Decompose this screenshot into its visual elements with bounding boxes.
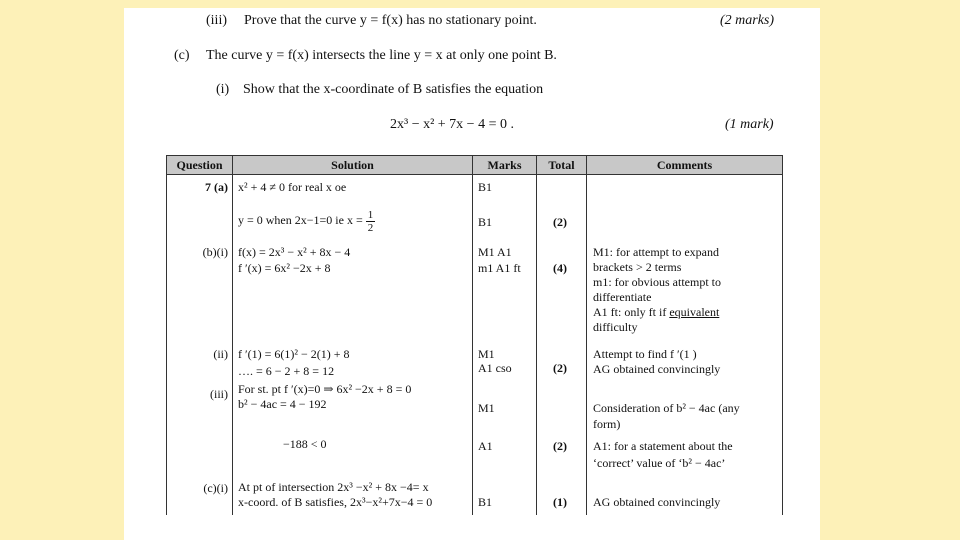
question-c-text: The curve y = f(x) intersects the line y = x at only one point B.: [206, 48, 557, 63]
comment-bi-3: m1: for obvious attempt to: [593, 275, 721, 289]
mark-bii-2: A1 cso: [478, 361, 512, 375]
total-column: [537, 175, 587, 516]
mark-a2: B1: [478, 215, 493, 229]
header-solution: Solution: [233, 156, 473, 175]
total-bi: (4): [553, 261, 567, 275]
table-row: [167, 175, 783, 516]
solution-bii-2: …. = 6 − 2 + 8 = 12: [238, 364, 335, 378]
header-comments: Comments: [587, 156, 783, 175]
solution-ci-2: x-coord. of B satisfies, 2x³−x²+7x−4 = 0: [238, 495, 433, 509]
mark-ci: B1: [478, 495, 493, 509]
mark-biii-1: M1: [478, 401, 495, 415]
fraction-denominator: 2: [367, 221, 374, 234]
marks-column: [473, 175, 537, 516]
comment-bi-4: differentiate: [593, 290, 652, 304]
comment-bii-2: AG obtained convincingly: [593, 362, 721, 376]
comments-column: [587, 175, 783, 516]
exam-page: [124, 8, 820, 540]
question-ci-label: (i): [216, 82, 230, 97]
question-iii-label: (iii): [206, 13, 227, 28]
solution-bi-1: f(x) = 2x³ − x² + 8x − 4: [238, 245, 351, 259]
question-iii-text: Prove that the curve y = f(x) has no stationary point.: [244, 13, 537, 28]
comment-bi-5b: equivalent: [669, 305, 720, 319]
comment-bi-1: M1: for attempt to expand: [593, 245, 719, 259]
total-biii: (2): [553, 439, 567, 453]
solution-ci-1: At pt of intersection 2x³ −x² + 8x −4= x: [238, 480, 429, 494]
question-ci-marks: (1 mark): [725, 117, 774, 132]
header-total: Total: [537, 156, 587, 175]
q-label-bi: (b)(i): [202, 245, 228, 259]
solution-a2: [238, 207, 375, 234]
equation: 2x³ − x² + 7x − 4 = 0 .: [390, 117, 514, 132]
solution-column: [233, 175, 473, 516]
q-label-bii: (ii): [213, 347, 228, 361]
q-label-ci: (c)(i): [203, 481, 228, 495]
total-bii: (2): [553, 361, 567, 375]
total-a: (2): [553, 215, 567, 229]
comment-bi-2: brackets > 2 terms: [593, 260, 682, 274]
solution-a2-text: y = 0 when 2x−1=0 ie x =: [238, 213, 363, 227]
q-label-biii: (iii): [210, 387, 228, 401]
comment-bii-1: Attempt to find f ′(1 ): [593, 347, 697, 361]
comment-bi-5a: A1 ft: only ft if: [593, 305, 667, 319]
mark-bi-2: m1 A1 ft: [478, 261, 521, 275]
solution-a1: x² + 4 ≠ 0 for real x oe: [238, 180, 347, 194]
comment-biii-3: A1: for a statement about the: [593, 439, 733, 453]
comment-biii-1: Consideration of b² − 4ac (any: [593, 401, 740, 415]
mark-bii-1: M1: [478, 347, 495, 361]
q-label-7a: 7 (a): [205, 180, 228, 194]
fraction-one-half: [366, 209, 376, 234]
comment-bi-6: difficulty: [593, 320, 638, 334]
question-ci-text: Show that the x-coordinate of B satisfies the equation: [243, 82, 544, 97]
mark-bi: M1 A1: [478, 245, 512, 259]
comment-biii-2: form): [593, 417, 621, 431]
total-ci: (1): [553, 495, 567, 509]
mark-a1: B1: [478, 180, 493, 194]
comment-biii-4: ‘correct’ value of ‘b² − 4ac’: [593, 456, 726, 470]
solution-biii-3: −188 < 0: [283, 437, 327, 451]
comment-ci-1: AG obtained convincingly: [593, 495, 721, 509]
table-header-row: [167, 156, 783, 175]
header-marks: Marks: [473, 156, 537, 175]
question-column: [167, 175, 233, 516]
header-question: Question: [167, 156, 233, 175]
comment-bi-5: [593, 305, 719, 319]
question-iii-marks: (2 marks): [720, 13, 775, 28]
markscheme-table: [166, 155, 783, 515]
solution-bi-2: f ′(x) = 6x² −2x + 8: [238, 261, 331, 275]
solution-bii-1: f ′(1) = 6(1)² − 2(1) + 8: [238, 347, 350, 361]
solution-biii-2: b² − 4ac = 4 − 192: [238, 397, 327, 411]
question-c-label: (c): [174, 48, 190, 63]
solution-biii-1: For st. pt f ′(x)=0 ⇒ 6x² −2x + 8 = 0: [238, 382, 412, 396]
fraction-numerator: 1: [367, 208, 374, 221]
mark-biii-2: A1: [478, 439, 493, 453]
